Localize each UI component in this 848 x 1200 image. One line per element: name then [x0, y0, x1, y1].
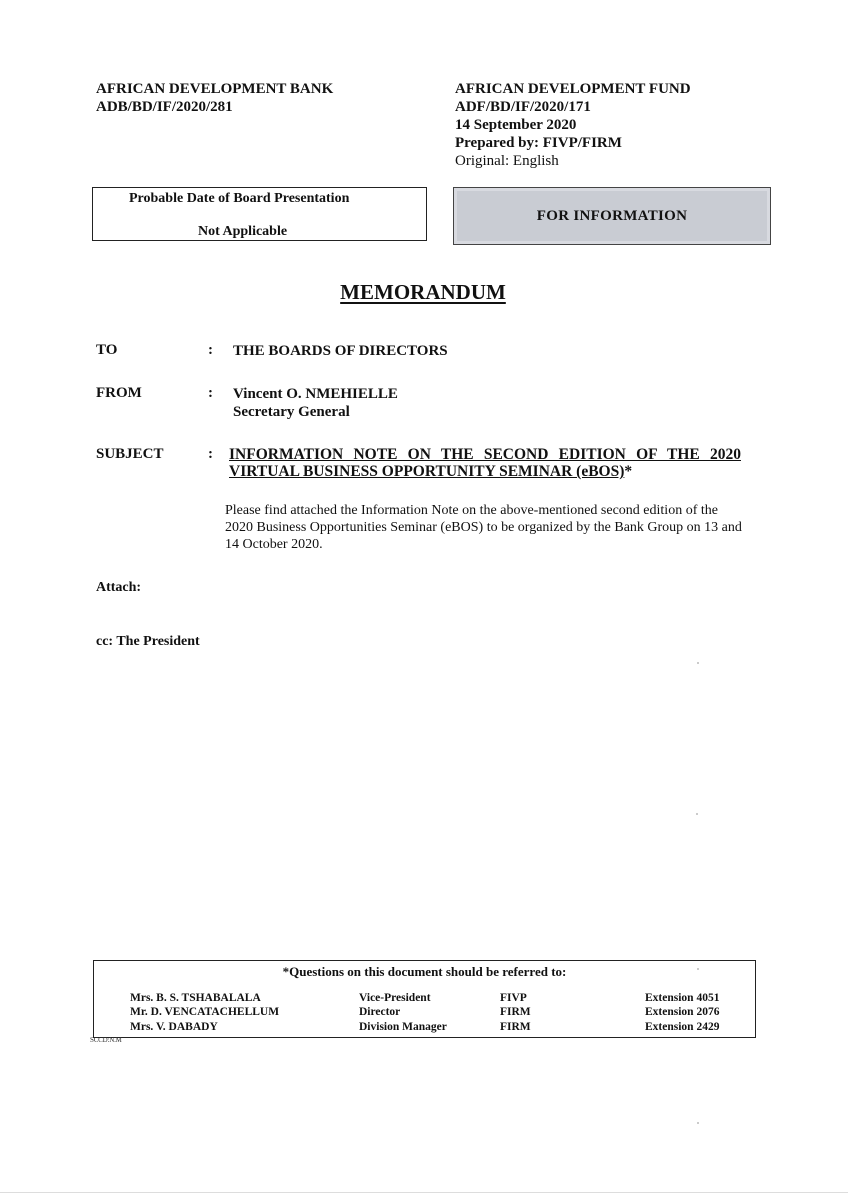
attach-label: Attach:	[96, 580, 142, 595]
contact-extension: Extension 4051	[645, 992, 720, 1004]
subject-label: SUBJECT	[96, 446, 164, 462]
header-right-prepared: Prepared by: FIVP/FIRM	[455, 135, 622, 151]
board-presentation-value: Not Applicable	[198, 224, 288, 239]
subject-footnote-mark: *	[624, 463, 633, 480]
subject-line-2-wrap	[229, 463, 741, 480]
header-left	[96, 80, 333, 116]
contact-row	[94, 1021, 755, 1036]
contact-row	[94, 992, 755, 1007]
scan-speck	[697, 1122, 699, 1124]
from-value	[233, 385, 398, 421]
to-label: TO	[96, 342, 118, 358]
subject-colon: :	[208, 446, 213, 462]
body-paragraph: Please find attached the Information Note on the above-mentioned second edition of the 2020 Business Opportunities Seminar (eBOS) to be organized by the Bank Group on 13 and 14 October 2020.	[225, 503, 742, 552]
contact-row	[94, 1006, 755, 1021]
contact-extension: Extension 2076	[645, 1006, 720, 1018]
board-presentation-label: Probable Date of Board Presentation	[129, 191, 350, 206]
contact-role: Director	[359, 1006, 401, 1018]
board-presentation-box	[92, 187, 427, 241]
contact-unit: FIRM	[500, 1006, 531, 1018]
header-right-original: Original: English	[455, 153, 559, 169]
contact-name: Mrs. V. DABADY	[130, 1021, 218, 1033]
questions-heading: *Questions on this document should be referred to:	[282, 964, 567, 979]
subject-line-1: INFORMATION NOTE ON THE SECOND EDITION OF THE 2020	[229, 446, 741, 463]
header-right-date: 14 September 2020	[455, 117, 577, 133]
from-title: Secretary General	[233, 404, 350, 420]
header-left-ref: ADB/BD/IF/2020/281	[96, 99, 233, 115]
contact-unit: FIRM	[500, 1021, 531, 1033]
from-colon: :	[208, 385, 213, 401]
cc-line: cc: The President	[96, 634, 200, 649]
scan-speck	[696, 813, 698, 815]
contact-unit: FIVP	[500, 992, 527, 1004]
subject-value	[229, 446, 741, 480]
contact-name: Mrs. B. S. TSHABALALA	[130, 992, 261, 1004]
questions-box	[93, 960, 756, 1038]
from-name: Vincent O. NMEHIELLE	[233, 386, 398, 402]
header-left-org: AFRICAN DEVELOPMENT BANK	[96, 81, 334, 97]
contact-name: Mr. D. VENCATACHELLUM	[130, 1006, 280, 1018]
for-information-label: FOR INFORMATION	[536, 207, 688, 224]
contact-extension: Extension 2429	[645, 1021, 720, 1033]
subject-line-2: VIRTUAL BUSINESS OPPORTUNITY SEMINAR (eBOS)	[229, 463, 625, 480]
to-colon: :	[208, 342, 213, 358]
contact-role: Vice-President	[359, 992, 431, 1004]
from-label: FROM	[96, 385, 142, 401]
contact-role: Division Manager	[359, 1021, 447, 1033]
page-title-text: MEMORANDUM	[340, 280, 506, 304]
to-value: THE BOARDS OF DIRECTORS	[233, 343, 448, 359]
header-right-ref: ADF/BD/IF/2020/171	[455, 99, 591, 115]
scan-edge-line	[0, 1192, 848, 1193]
header-right-org: AFRICAN DEVELOPMENT FUND	[455, 81, 691, 97]
scan-speck	[697, 968, 699, 970]
reference-code: SCCD:N.M	[90, 1036, 122, 1044]
header-right	[455, 80, 691, 170]
for-information-box	[453, 187, 771, 245]
page-title	[0, 280, 848, 305]
scan-speck	[697, 662, 699, 664]
